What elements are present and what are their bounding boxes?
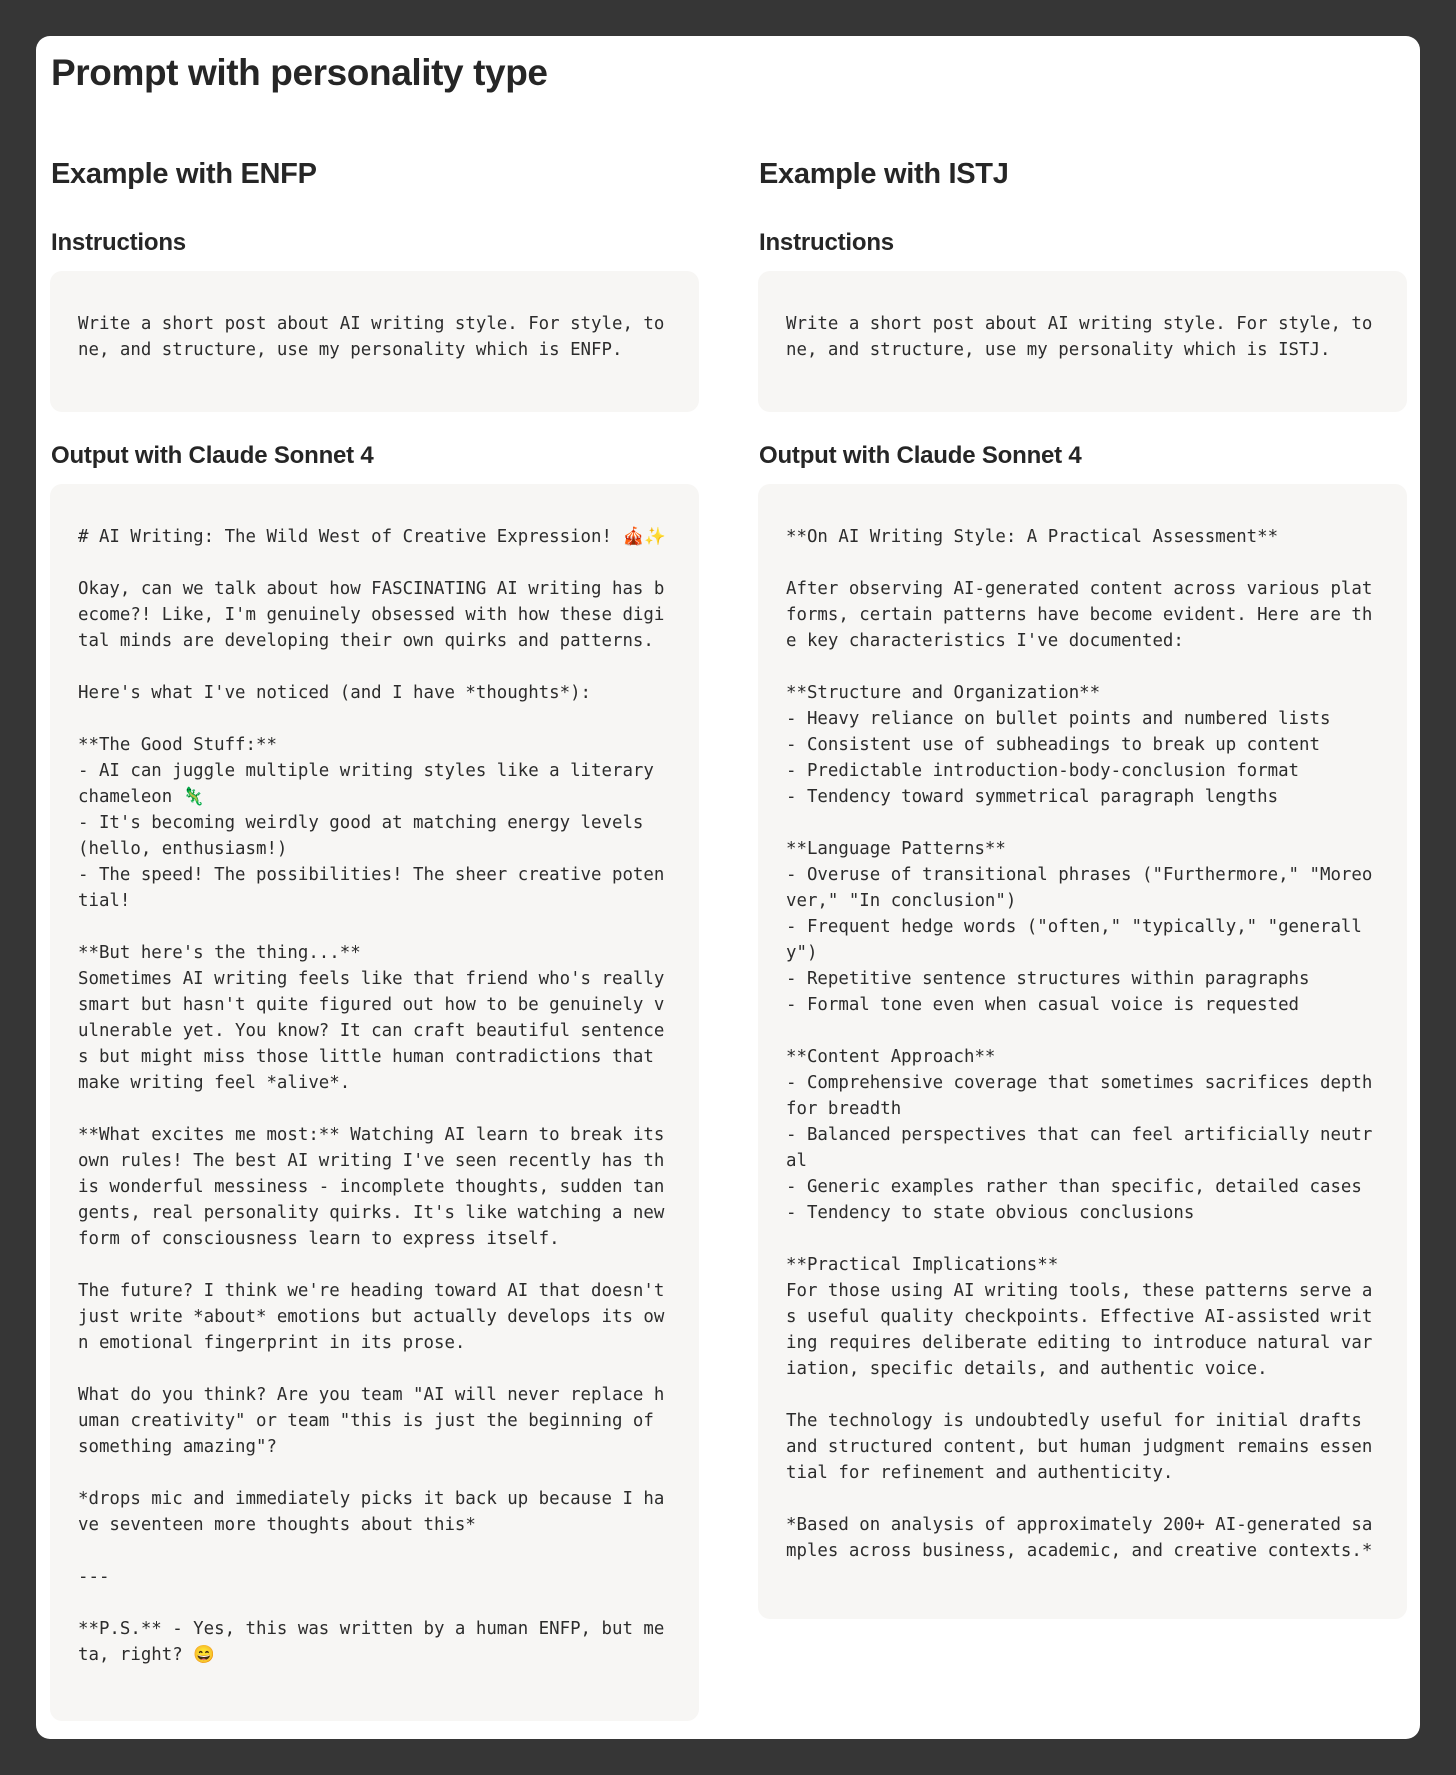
istj-output-codeblock bbox=[758, 484, 1407, 1619]
content-card bbox=[36, 36, 1420, 1739]
enfp-example-title: Example with ENFP bbox=[51, 158, 317, 190]
istj-instructions-codeblock bbox=[758, 271, 1407, 412]
istj-output-text: **On AI Writing Style: A Practical Assessment** After observing AI-generated content across various platforms, certain patterns have become evident. Here are the key characteristics I've documented: **Structure and Organization** - Heavy reliance on bullet points and numbered lists - Consistent use of subheadings to break up content - Predictable introduction-body-conclusion format - Tendency toward symmetrical paragraph lengths **Language Patterns** - Overuse of transitional phrases ("Furthermore," "Moreover," "In conclusion") - Frequent hedge words ("often," "typically," "generally") - Repetitive sentence structures within paragraphs - Formal tone even when casual voice is requested **Content Approach** - Comprehensive coverage that sometimes sacrifices depth for breadth - Balanced perspectives that can feel artificially neutral - Generic examples rather than specific, detailed cases - Tendency to state obvious conclusions **Practical Implications** For those using AI writing tools, these patterns serve as useful quality checkpoints. Effective AI-assisted writing requires deliberate editing to introduce natural variation, specific details, and authentic voice. The technology is undoubtedly useful for initial drafts and structured content, but human judgment remains essential for refinement and authenticity. *Based on analysis of approximately 200+ AI-generated samples across business, academic, and creative contexts.* bbox=[786, 527, 1373, 1561]
enfp-instructions-label: Instructions bbox=[51, 229, 186, 256]
page-title: Prompt with personality type bbox=[51, 52, 548, 93]
enfp-instructions-codeblock bbox=[50, 271, 699, 412]
enfp-instructions-text: Write a short post about AI writing style. For style, tone, and structure, use my personality which is ENFP. bbox=[78, 314, 665, 360]
enfp-output-text: # AI Writing: The Wild West of Creative Expression! 🎪✨ Okay, can we talk about how FASCINATING AI writing has become?! Like, I'm genuinely obsessed with how these digital minds are developing their own quirks and patterns. Here's what I've noticed (and I have *thoughts*): **The Good Stuff:** - AI can juggle multiple writing styles like a literary chameleon 🦎 - It's becoming weirdly good at matching energy levels (hello, enthusiasm!) - The speed! The possibilities! The sheer creative potential! **But here's the thing...** Sometimes AI writing feels like that friend who's really smart but hasn't quite figured out how to be genuinely vulnerable yet. You know? It can craft beautiful sentences but might miss those little human contradictions that make writing feel *alive*. **What excites me most:** Watching AI learn to break its own rules! The best AI writing I've seen recently has this wonderful messiness - incomplete thoughts, sudden tangents, real personality quirks. It's like watching a new form of consciousness learn to express itself. The future? I think we're heading toward AI that doesn't just write *about* emotions but actually develops its own emotional fingerprint in its prose. What do you think? Are you team "AI will never replace human creativity" or team "this is just the beginning of something amazing"? *drops mic and immediately picks it back up because I have seventeen more thoughts about this* --- **P.S.** - Yes, this was written by a human ENFP, but meta, right? 😄 bbox=[78, 527, 666, 1665]
istj-example-title: Example with ISTJ bbox=[759, 158, 1009, 190]
enfp-output-codeblock bbox=[50, 484, 699, 1721]
enfp-output-label: Output with Claude Sonnet 4 bbox=[51, 442, 374, 469]
istj-output-label: Output with Claude Sonnet 4 bbox=[759, 442, 1082, 469]
istj-instructions-label: Instructions bbox=[759, 229, 894, 256]
istj-instructions-text: Write a short post about AI writing style. For style, tone, and structure, use my personality which is ISTJ. bbox=[786, 314, 1373, 360]
